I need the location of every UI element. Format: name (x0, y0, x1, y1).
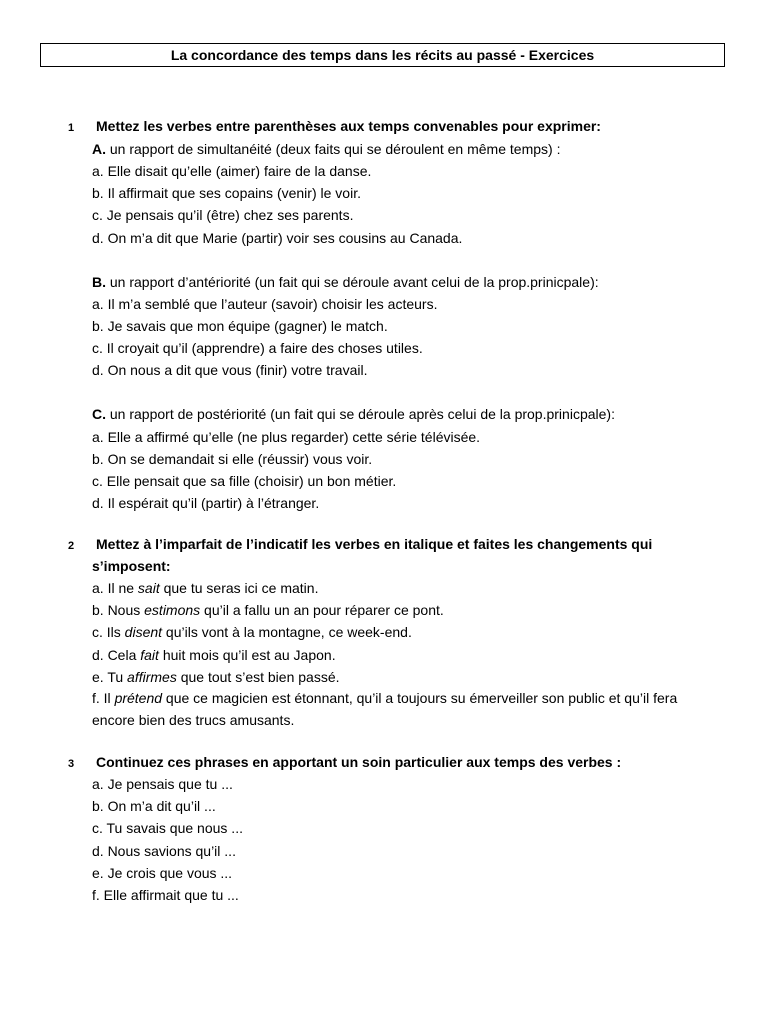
list-item (92, 669, 340, 685)
list-item: b. On se demandait si elle (réussir) vous voir. (92, 451, 373, 467)
list-item (92, 602, 444, 618)
list-item (92, 647, 336, 663)
item-text: que tu seras ici ce matin. (159, 580, 319, 596)
list-item (92, 687, 722, 731)
list-item: a. Je pensais que tu ... (92, 776, 233, 792)
item-text: c. Ils (92, 624, 125, 640)
subsection-label: un rapport de simultanéité (deux faits qui se déroulent en même temps) : (106, 141, 561, 157)
list-item: c. Je pensais qu’il (être) chez ses parents. (92, 207, 354, 223)
exercise-heading: Mettez à l’imparfait de l’indicatif les verbes en italique et faites les changements qui (96, 536, 653, 552)
subsection-letter: C. (92, 406, 106, 422)
list-item: c. Tu savais que nous ... (92, 820, 243, 836)
list-item: d. On m’a dit que Marie (partir) voir ses cousins au Canada. (92, 230, 463, 246)
document-title-box (40, 43, 725, 67)
item-text: f. Il (92, 690, 115, 706)
list-item: b. Je savais que mon équipe (gagner) le match. (92, 318, 388, 334)
subsection-letter: A. (92, 141, 106, 157)
list-item: e. Je crois que vous ... (92, 865, 233, 881)
item-text: e. Tu (92, 669, 128, 685)
exercise-number: 2 (68, 540, 75, 552)
exercise-number: 1 (68, 122, 75, 134)
list-item: f. Elle affirmait que tu ... (92, 887, 239, 903)
list-item: d. On nous a dit que vous (finir) votre travail. (92, 362, 368, 378)
item-text: qu’il a fallu un an pour réparer ce pont. (200, 602, 444, 618)
exercise-heading-continued: s’imposent: (92, 558, 171, 574)
item-text: a. Il ne (92, 580, 138, 596)
list-item: d. Il espérait qu’il (partir) à l’étranger. (92, 495, 320, 511)
italic-verb: fait (140, 647, 159, 663)
italic-verb: sait (137, 580, 160, 596)
item-text: b. Nous (92, 602, 145, 618)
exercise-number: 3 (68, 758, 75, 770)
item-text: que ce magicien est étonnant, qu’il a toujours su émerveiller son public et qu’il fera encore bien des trucs amusants. (92, 690, 678, 728)
list-item: a. Elle disait qu’elle (aimer) faire de la danse. (92, 163, 372, 179)
list-item: b. Il affirmait que ses copains (venir) le voir. (92, 185, 361, 201)
subsection-label: un rapport de postériorité (un fait qui se déroule après celui de la prop.prinicpale): (106, 406, 615, 422)
subsection-label: un rapport d’antériorité (un fait qui se déroule avant celui de la prop.prinicpale): (106, 274, 599, 290)
list-item: d. Nous savions qu’il ... (92, 843, 236, 859)
document-title: La concordance des temps dans les récits au passé - Exercices (170, 47, 595, 63)
list-item: c. Il croyait qu’il (apprendre) a faire des choses utiles. (92, 340, 423, 356)
list-item: a. Elle a affirmé qu’elle (ne plus regarder) cette série télévisée. (92, 429, 481, 445)
italic-verb: disent (124, 624, 163, 640)
exercise-heading: Continuez ces phrases en apportant un soin particulier aux temps des verbes : (96, 754, 622, 770)
list-item: b. On m’a dit qu’il ... (92, 798, 216, 814)
subsection-b-heading (92, 274, 599, 290)
italic-verb: estimons (144, 602, 201, 618)
item-text: d. Cela (92, 647, 141, 663)
list-item: c. Elle pensait que sa fille (choisir) un bon métier. (92, 473, 397, 489)
subsection-c-heading (92, 406, 615, 422)
list-item: a. Il m’a semblé que l’auteur (savoir) choisir les acteurs. (92, 296, 438, 312)
exercise-heading: Mettez les verbes entre parenthèses aux temps convenables pour exprimer: (96, 118, 601, 134)
subsection-a-heading (92, 141, 560, 157)
italic-verb: affirmes (127, 669, 177, 685)
list-item (92, 624, 412, 640)
list-item (92, 580, 318, 596)
subsection-letter: B. (92, 274, 106, 290)
italic-verb: prétend (114, 690, 163, 706)
item-text: que tout s’est bien passé. (176, 669, 340, 685)
item-text: qu’ils vont à la montagne, ce week-end. (162, 624, 412, 640)
item-text: huit mois qu’il est au Japon. (158, 647, 336, 663)
